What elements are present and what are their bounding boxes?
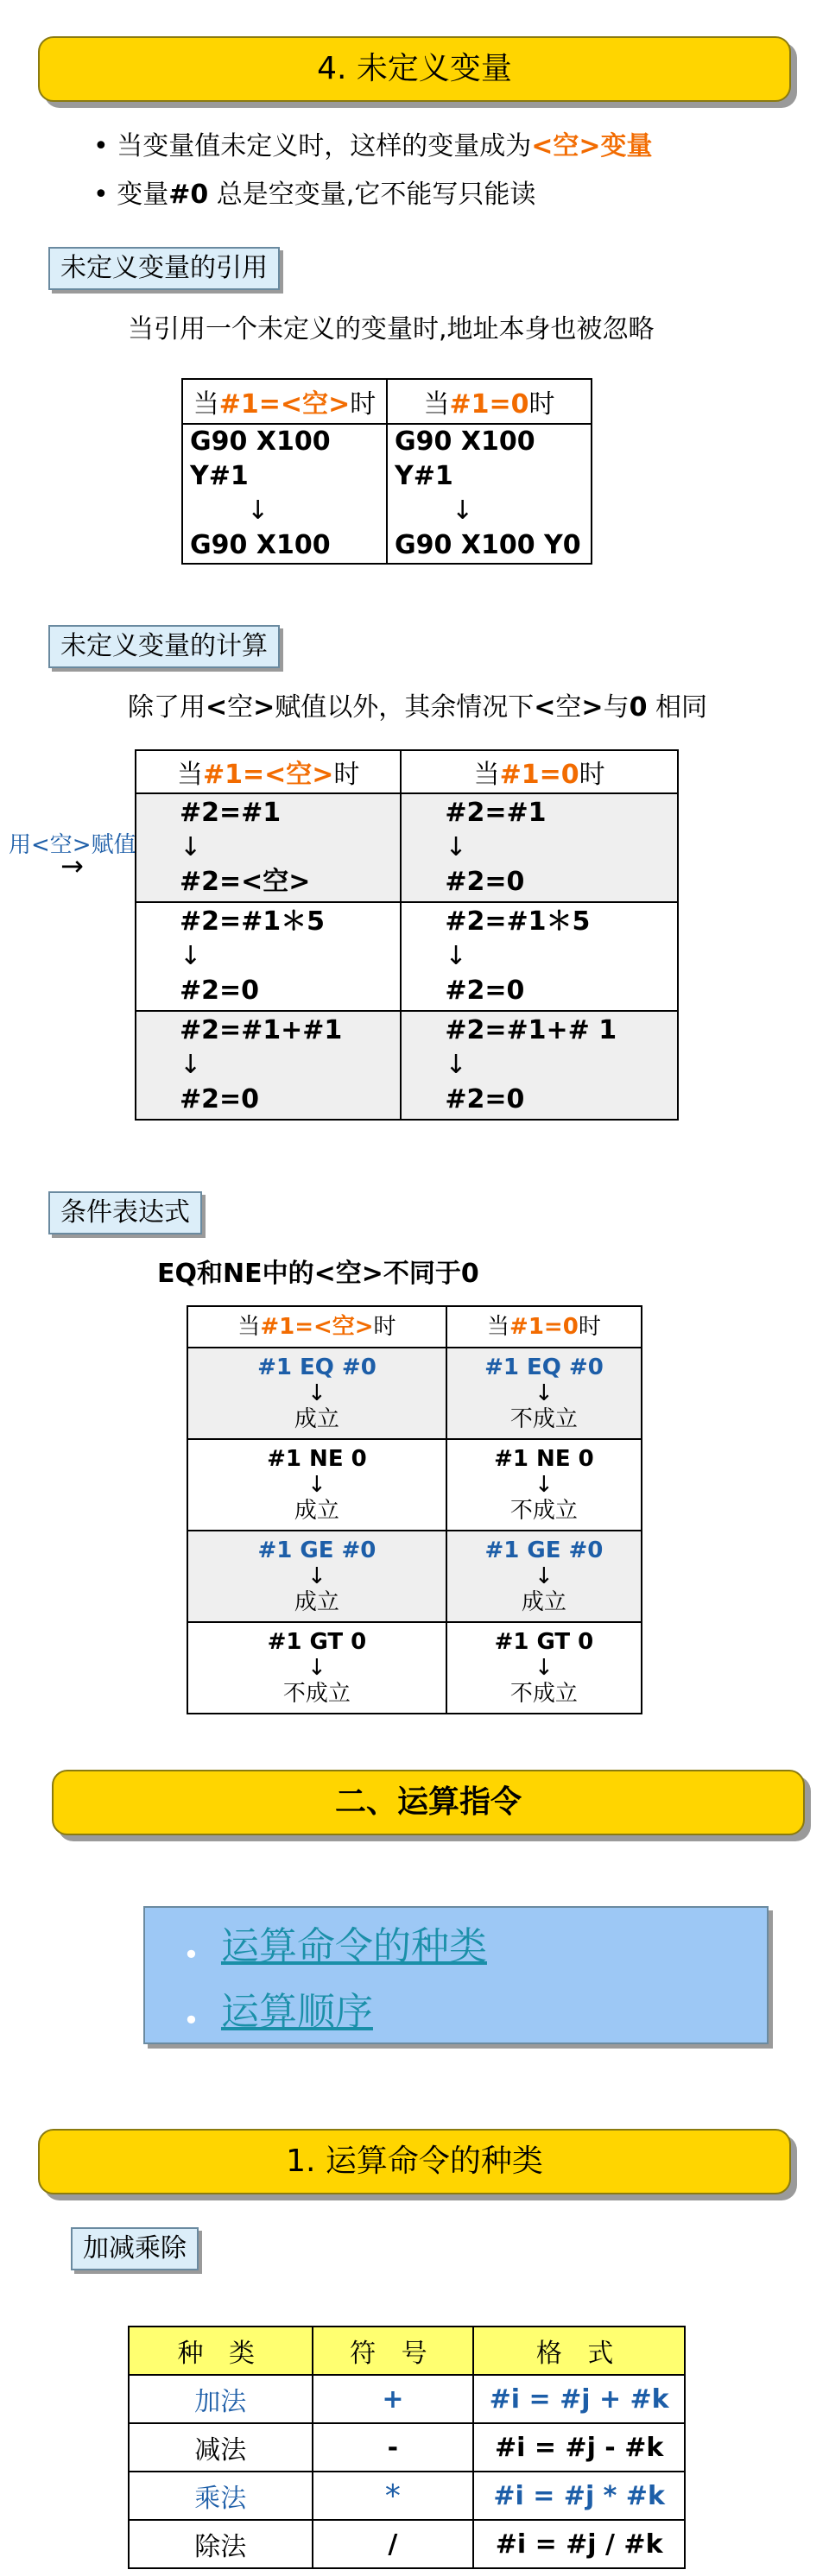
link-operation-types[interactable]: 运算命令的种类 [220, 1924, 487, 1968]
calc-row: #2=#1＊5 ↓ #2=0 #2=#1＊5 ↓ #2=0 [136, 902, 678, 1011]
chapter-title-banner: 二、运算指令 [52, 1770, 805, 1835]
calculation-label: 未定义变量的计算 [48, 625, 280, 668]
bullet-variable-0: • 变量#0 总是空变量,它不能写只能读 [93, 180, 536, 210]
reference-label: 未定义变量的引用 [48, 247, 280, 290]
arithmetic-row: 加法 + #i = #j + #k [129, 2375, 685, 2423]
bullet-dot: • [93, 131, 117, 161]
cond-row: #1 GT 0 ↓ 不成立 #1 GT 0 ↓ 不成立 [187, 1622, 642, 1714]
arithmetic-row: 除法 / #i = #j / #k [129, 2520, 685, 2568]
calculation-description: 除了用<空>赋值以外，其余情况下<空>与0 相同 [128, 692, 707, 723]
reference-header-zero: 当#1=0时 [387, 379, 592, 424]
arithmetic-row: 乘法 * #i = #j * #k [129, 2472, 685, 2520]
reference-description: 当引用一个未定义的变量时,地址本身也被忽略 [128, 314, 655, 344]
calculation-table [135, 749, 679, 1121]
arithmetic-table [128, 2326, 686, 2569]
bullet-dot: • [93, 180, 117, 210]
chapter-link-item[interactable]: • 运算顺序 [183, 1990, 373, 2037]
cond-header-empty: 当#1=<空>时 [187, 1306, 446, 1348]
bullet-undefined-variable: • 当变量值未定义时，这样的变量成为<空>变量 [93, 131, 653, 161]
arithmetic-row: 减法 - #i = #j - #k [129, 2423, 685, 2472]
reference-table [181, 378, 592, 565]
reference-header-empty: 当#1=<空>时 [182, 379, 387, 424]
assign-empty-side-label: 用<空>赋值 [9, 832, 136, 858]
conditional-description: EQ和NE中的<空>不同于0 [157, 1259, 479, 1289]
calc-header-zero: 当#1=0时 [401, 750, 678, 793]
reference-cell-zero: G90 X100 Y#1 ↓ G90 X100 Y0 [387, 424, 592, 564]
calc-row: #2=#1+#1 ↓ #2=0 #2=#1+# 1 ↓ #2=0 [136, 1011, 678, 1120]
calc-row: #2=#1 ↓ #2=<空> #2=#1 ↓ #2=0 [136, 793, 678, 902]
section-title-banner [38, 36, 791, 102]
conditional-label: 条件表达式 [48, 1191, 202, 1234]
cond-header-zero: 当#1=0时 [446, 1306, 642, 1348]
cond-row: #1 NE 0 ↓ 成立 #1 NE 0 ↓ 不成立 [187, 1439, 642, 1531]
section-title: 4. 未定义变量 [317, 51, 512, 86]
calc-header-empty: 当#1=<空>时 [136, 750, 401, 793]
arithmetic-label: 加减乘除 [71, 2227, 199, 2270]
chapter-links-panel [143, 1906, 769, 2044]
side-arrow-icon: → [60, 849, 84, 882]
subsection-title-banner: 1. 运算命令的种类 [38, 2129, 791, 2194]
arithmetic-table-header: 种 类 符 号 格 式 [129, 2327, 685, 2375]
reference-cell-empty: G90 X100 Y#1 ↓ G90 X100 [182, 424, 387, 564]
cond-row: #1 GE #0 ↓ 成立 #1 GE #0 ↓ 成立 [187, 1531, 642, 1622]
link-operation-order[interactable]: 运算顺序 [220, 1990, 373, 2034]
cond-row: #1 EQ #0 ↓ 成立 #1 EQ #0 ↓ 不成立 [187, 1348, 642, 1439]
conditional-table [187, 1305, 642, 1714]
chapter-link-item[interactable]: • 运算命令的种类 [183, 1924, 487, 1972]
empty-variable-text: <空>变量 [531, 131, 653, 161]
